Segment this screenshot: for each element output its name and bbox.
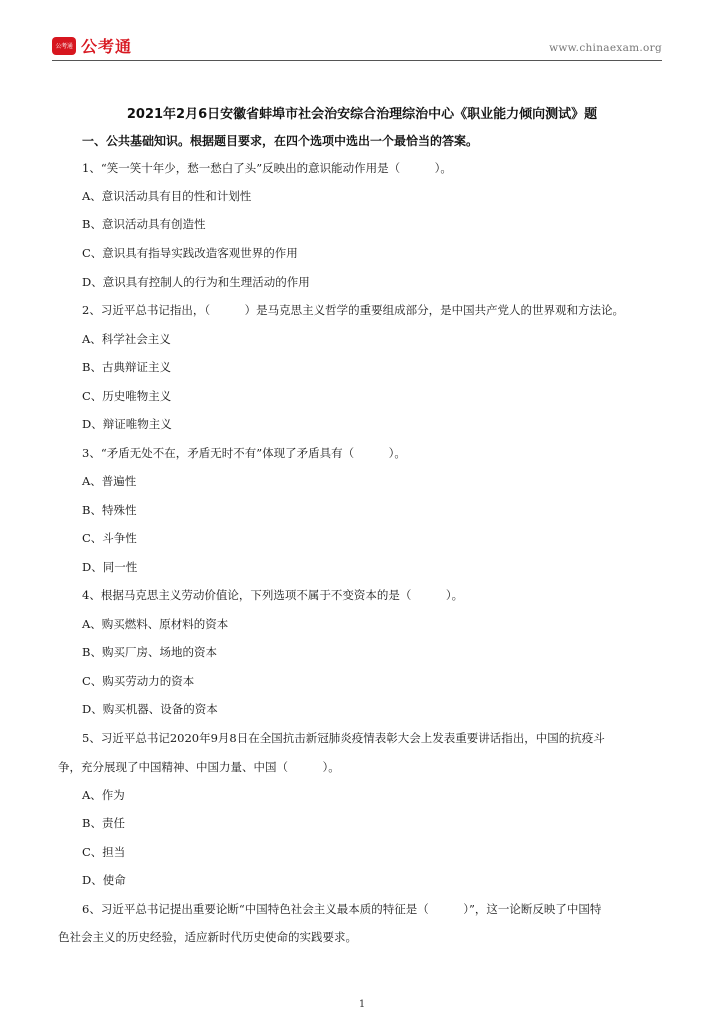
question-option: C、购买劳动力的资本 — [82, 674, 195, 688]
question-stem-line: 色社会主义的历史经验，适应新时代历史使命的实践要求。 — [58, 930, 357, 944]
question-stem: 3、“矛盾无处不在，矛盾无时不有”体现了矛盾具有（ ）。 — [82, 446, 406, 460]
section-heading: 一、公共基础知识。根据题目要求，在四个选项中选出一个最恰当的答案。 — [82, 134, 479, 148]
question-option: D、辩证唯物主义 — [82, 417, 172, 431]
question-option: A、意识活动具有目的性和计划性 — [82, 189, 252, 203]
question-option: B、责任 — [82, 816, 125, 830]
question-option: A、购买燃料、原材料的资本 — [82, 617, 229, 631]
question-option: D、同一性 — [82, 560, 138, 574]
question-option: A、普遍性 — [82, 474, 137, 488]
header-divider — [52, 60, 662, 61]
question-option: C、意识具有指导实践改造客观世界的作用 — [82, 246, 298, 260]
question-stem-line: 5、习近平总书记2020年9月8日在全国抗击新冠肺炎疫情表彰大会上发表重要讲话指出，中国的抗疫斗 — [82, 731, 605, 745]
page-header — [52, 34, 662, 60]
logo[interactable] — [52, 34, 132, 57]
site-url[interactable]: www.chinaexam.org — [549, 42, 662, 54]
question-option: A、科学社会主义 — [82, 332, 171, 346]
question-stem: 1、“笑一笑十年少，愁一愁白了头”反映出的意识能动作用是（ ）。 — [82, 161, 452, 175]
question-stem: 2、习近平总书记指出，（ ）是马克思主义哲学的重要组成部分，是中国共产党人的世界观和方法论。 — [82, 303, 625, 317]
question-option: D、购买机器、设备的资本 — [82, 702, 218, 716]
question-option: D、使命 — [82, 873, 126, 887]
question-option: A、作为 — [82, 788, 125, 802]
question-stem: 4、根据马克思主义劳动价值论，下列选项不属于不变资本的是（ ）。 — [82, 588, 464, 602]
question-stem-line: 6、习近平总书记提出重要论断“中国特色社会主义最本质的特征是（ ）”，这一论断反映了中国特 — [82, 902, 602, 916]
question-option: B、古典辩证主义 — [82, 360, 171, 374]
question-option: D、意识具有控制人的行为和生理活动的作用 — [82, 275, 310, 289]
question-option: B、意识活动具有创造性 — [82, 217, 206, 231]
question-option: C、斗争性 — [82, 531, 137, 545]
logo-badge: 公考通 — [52, 37, 76, 55]
question-option: B、购买厂房、场地的资本 — [82, 645, 217, 659]
page-number: 1 — [358, 999, 366, 1010]
document-title: 2021年2月6日安徽省蚌埠市社会治安综合治理综治中心《职业能力倾向测试》题 — [126, 107, 598, 122]
question-option: C、担当 — [82, 845, 126, 859]
question-option: B、特殊性 — [82, 503, 137, 517]
logo-text: 公考通 — [81, 37, 133, 56]
question-option: C、历史唯物主义 — [82, 389, 172, 403]
question-stem-line: 争，充分展现了中国精神、中国力量、中国（ ）。 — [58, 760, 340, 774]
